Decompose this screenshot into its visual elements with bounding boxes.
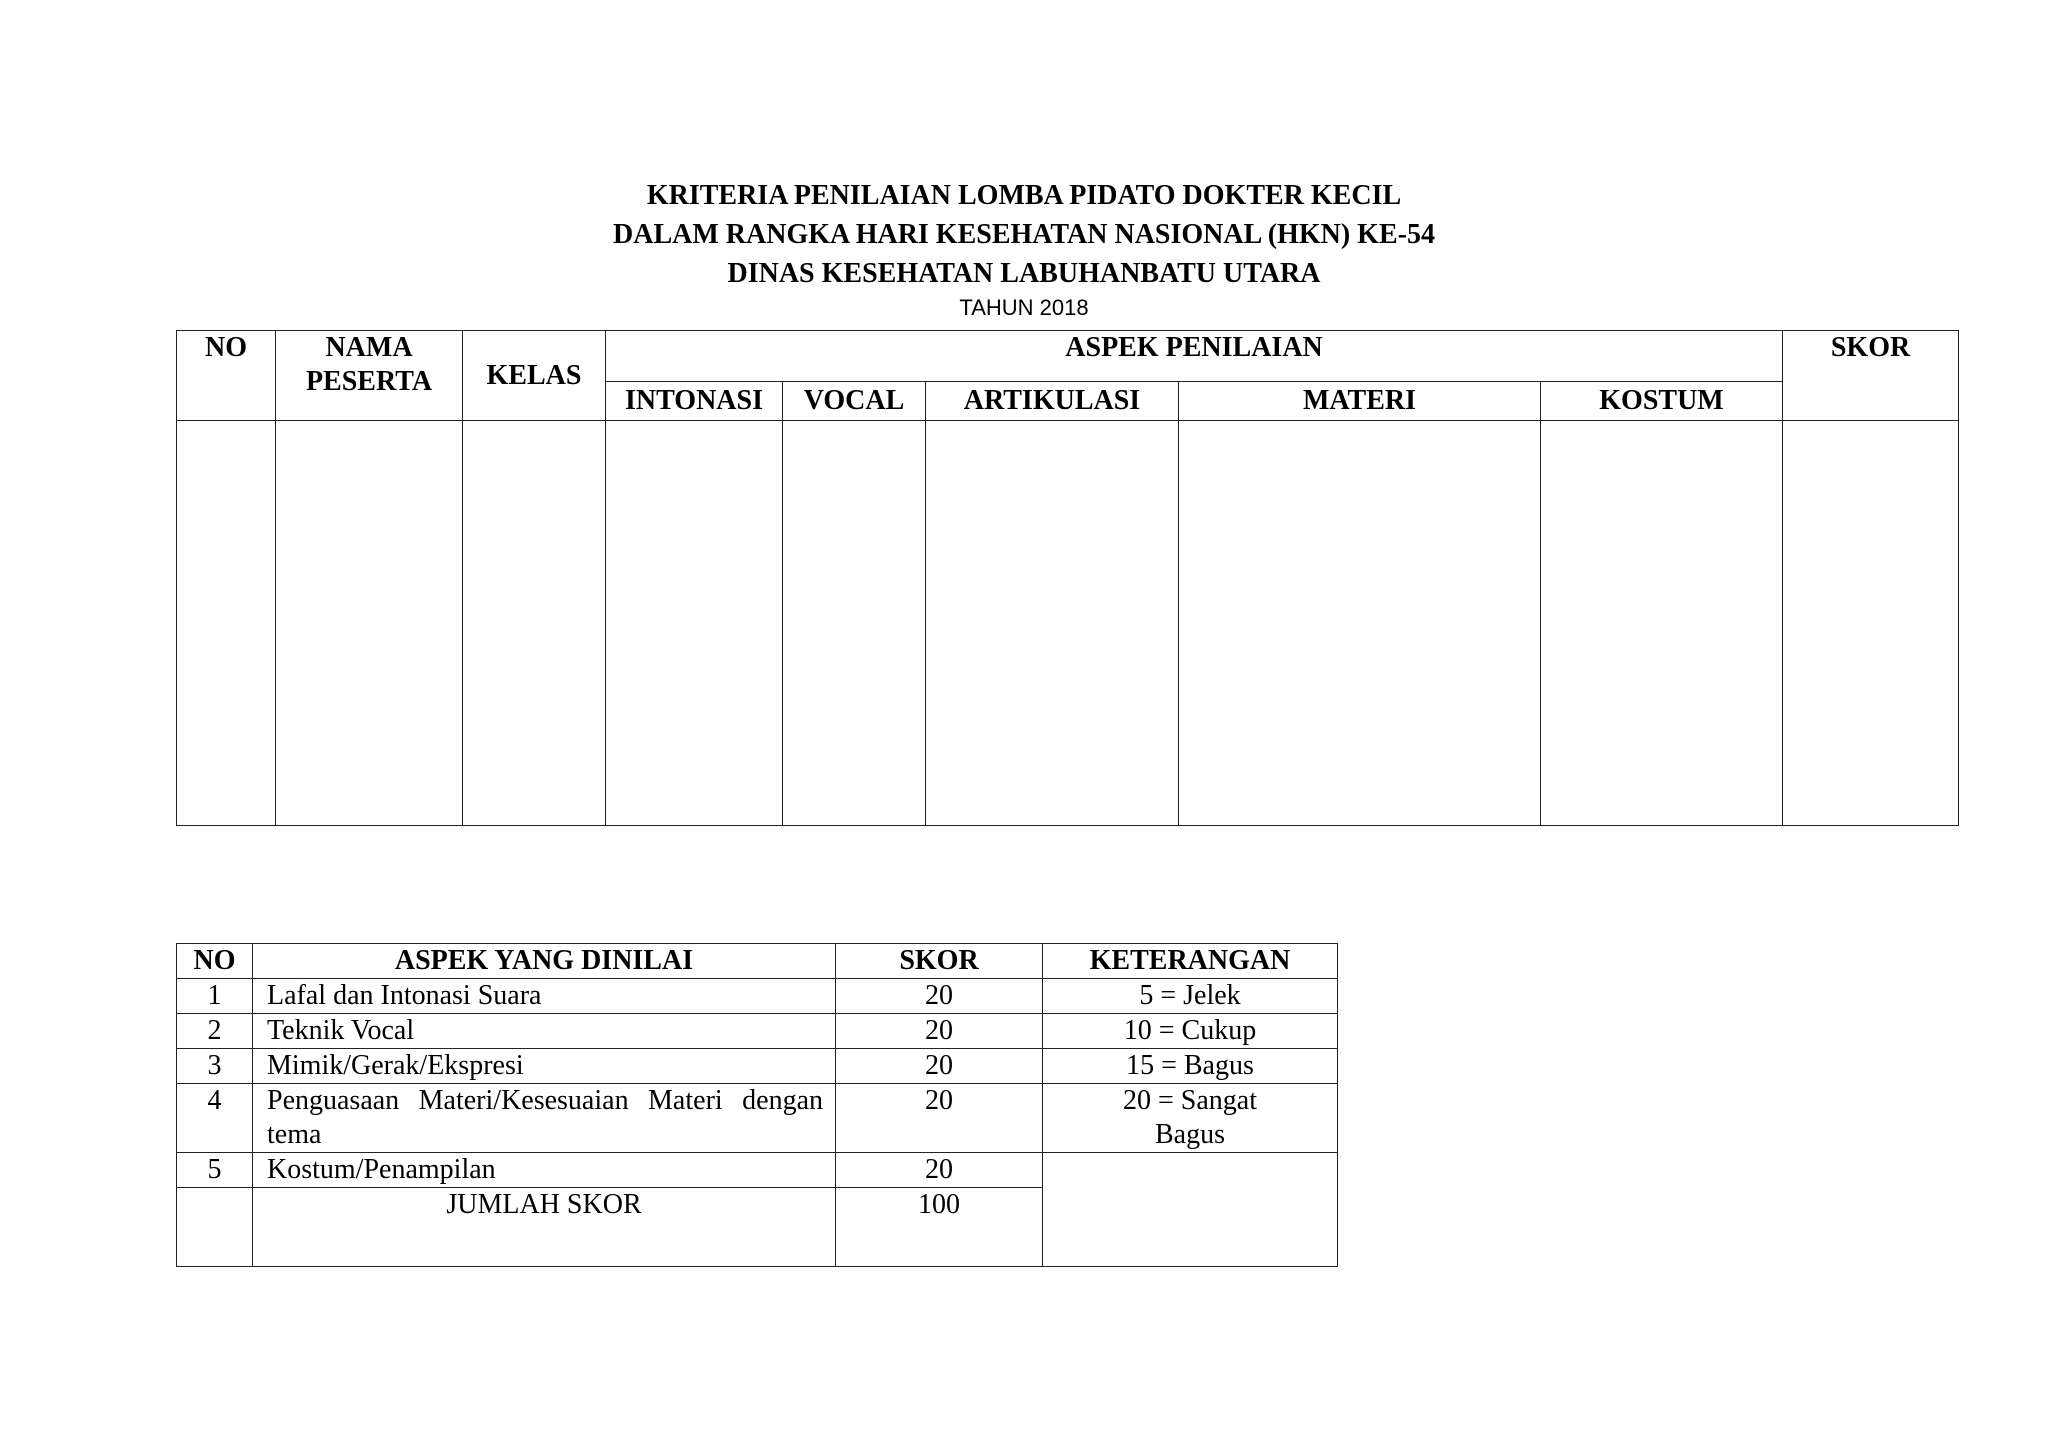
title-year: TAHUN 2018 (959, 295, 1089, 320)
cell-no (177, 421, 276, 826)
cell-intonasi (606, 421, 783, 826)
cell-materi (1179, 421, 1541, 826)
header-vocal: VOCAL (783, 382, 926, 421)
title-line-1: KRITERIA PENILAIAN LOMBA PIDATO DOKTER KECIL (646, 180, 1402, 211)
header-nama-line2: PESERTA (305, 366, 433, 397)
header-artikulasi: ARTIKULASI (926, 382, 1179, 421)
title-line-3: DINAS KESEHATAN LABUHANBATU UTARA (727, 258, 1321, 289)
keterangan-empty (1043, 1153, 1338, 1267)
row-skor: 20 (836, 1049, 1043, 1084)
criteria-header-no: NO (177, 944, 253, 979)
row-no: 4 (177, 1084, 253, 1153)
header-nama-peserta (276, 331, 463, 421)
cell-artikulasi (926, 421, 1179, 826)
row-aspek: Mimik/Gerak/Ekspresi (253, 1049, 836, 1084)
keterangan-bagus: 15 = Bagus (1043, 1049, 1338, 1084)
table-row (177, 1049, 1338, 1084)
row-skor: 20 (836, 1153, 1043, 1188)
title-line-2: DALAM RANGKA HARI KESEHATAN NASIONAL (HKN) KE-54 (613, 219, 1435, 250)
header-materi: MATERI (1179, 382, 1541, 421)
total-no (177, 1188, 253, 1267)
header-kelas: KELAS (463, 331, 606, 421)
total-skor: 100 (836, 1188, 1043, 1267)
score-sheet-table (176, 330, 1959, 826)
keterangan-jelek: 5 = Jelek (1043, 979, 1338, 1014)
criteria-header-skor: SKOR (836, 944, 1043, 979)
header-aspek-penilaian: ASPEK PENILAIAN (606, 331, 1783, 382)
criteria-table (176, 943, 1338, 1267)
keterangan-sangat-bagus-line2: Bagus (1155, 1119, 1225, 1150)
cell-kostum (1541, 421, 1783, 826)
header-nama-line1: NAMA (325, 332, 413, 363)
total-label: JUMLAH SKOR (253, 1188, 836, 1267)
header-skor: SKOR (1783, 331, 1959, 421)
row-skor: 20 (836, 1084, 1043, 1153)
row-no: 2 (177, 1014, 253, 1049)
row-aspek-line1: Penguasaan Materi/Kesesuaian Materi dengan (267, 1085, 823, 1116)
cell-nama (276, 421, 463, 826)
header-no: NO (177, 331, 276, 421)
cell-vocal (783, 421, 926, 826)
row-aspek: Lafal dan Intonasi Suara (253, 979, 836, 1014)
table-row (177, 1014, 1338, 1049)
cell-kelas (463, 421, 606, 826)
document-title (0, 176, 2048, 323)
row-skor: 20 (836, 979, 1043, 1014)
keterangan-sangat-bagus (1043, 1084, 1338, 1153)
row-skor: 20 (836, 1014, 1043, 1049)
row-no: 5 (177, 1153, 253, 1188)
header-intonasi: INTONASI (606, 382, 783, 421)
table-row (177, 979, 1338, 1014)
row-no: 3 (177, 1049, 253, 1084)
criteria-header-aspek: ASPEK YANG DINILAI (253, 944, 836, 979)
criteria-header-keterangan: KETERANGAN (1043, 944, 1338, 979)
keterangan-sangat-bagus-line1: 20 = Sangat (1123, 1085, 1257, 1116)
row-aspek-line2: tema (267, 1119, 322, 1150)
row-aspek: Kostum/Penampilan (253, 1153, 836, 1188)
row-aspek (253, 1084, 836, 1153)
table-row (177, 1153, 1338, 1188)
table-row (177, 1084, 1338, 1153)
row-aspek: Teknik Vocal (253, 1014, 836, 1049)
keterangan-cukup: 10 = Cukup (1043, 1014, 1338, 1049)
cell-skor (1783, 421, 1959, 826)
header-kostum: KOSTUM (1541, 382, 1783, 421)
score-entry-row (177, 421, 1959, 826)
row-no: 1 (177, 979, 253, 1014)
